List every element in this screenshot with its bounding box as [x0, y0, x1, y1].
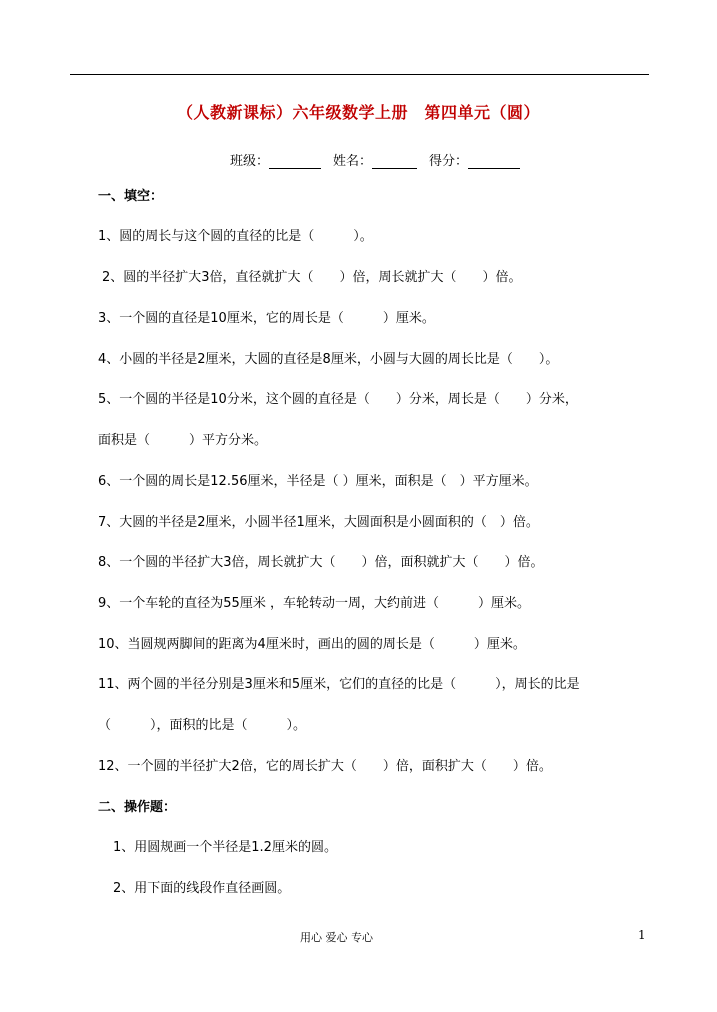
question-8: 8、一个圆的半径扩大3倍，周长就扩大（ ）倍，面积就扩大（ ）倍。 [98, 555, 544, 570]
question-3: 3、一个圆的直径是10厘米，它的周长是（ ）厘米。 [98, 311, 435, 326]
question-11: 11、两个圆的半径分别是3厘米和5厘米，它们的直径的比是（ ），周长的比是 [98, 677, 580, 692]
page-footer: 用心 爱心 专心 [300, 931, 373, 944]
class-blank [269, 155, 321, 169]
score-blank [468, 155, 520, 169]
question-2: 2、圆的半径扩大3倍，直径就扩大（ ）倍，周长就扩大（ ）倍。 [102, 270, 522, 285]
name-blank [372, 155, 417, 169]
question-1: 1、圆的周长与这个圆的直径的比是（ ）。 [98, 229, 373, 244]
name-label: 姓名： [333, 154, 373, 169]
question-12: 12、一个圆的半径扩大2倍，它的周长扩大（ ）倍，面积扩大（ ）倍。 [98, 759, 552, 774]
operation-1: 1、用圆规画一个半径是1.2厘米的圆。 [113, 840, 337, 855]
operation-2: 2、用下面的线段作直径画圆。 [113, 881, 291, 896]
class-field [230, 150, 321, 169]
question-5-continued: 面积是（ ）平方分米。 [98, 433, 268, 448]
class-label: 班级： [230, 154, 270, 169]
name-field [333, 150, 417, 169]
score-field [429, 150, 520, 169]
question-5: 5、一个圆的半径是10分米，这个圆的直径是（ ）分米，周长是（ ）分米， [98, 392, 578, 407]
question-4: 4、小圆的半径是2厘米，大圆的直径是8厘米，小圆与大圆的周长比是（ ）。 [98, 352, 559, 367]
question-9: 9、一个车轮的直径为55厘米 ，车轮转动一周，大约前进（ ）厘米。 [98, 596, 530, 611]
question-6: 6、一个圆的周长是12.56厘米，半径是（ ）厘米，面积是（ ）平方厘米。 [98, 474, 538, 489]
question-11-continued: （ ），面积的比是（ ）。 [98, 718, 307, 733]
page-title: （人教新课标）六年级数学上册 第四单元（圆） [176, 103, 540, 122]
page-number: 1 [638, 928, 646, 942]
section-fill-in-heading: 一、填空： [98, 189, 164, 204]
student-info-line [230, 150, 520, 169]
question-10: 10、当圆规两脚间的距离为4厘米时，画出的圆的周长是（ ）厘米。 [98, 637, 526, 652]
header-rule [70, 74, 649, 75]
section-operations-heading: 二、操作题： [98, 800, 177, 815]
score-label: 得分： [429, 154, 469, 169]
question-7: 7、大圆的半径是2厘米，小圆半径1厘米，大圆面积是小圆面积的（ ）倍。 [98, 515, 539, 530]
